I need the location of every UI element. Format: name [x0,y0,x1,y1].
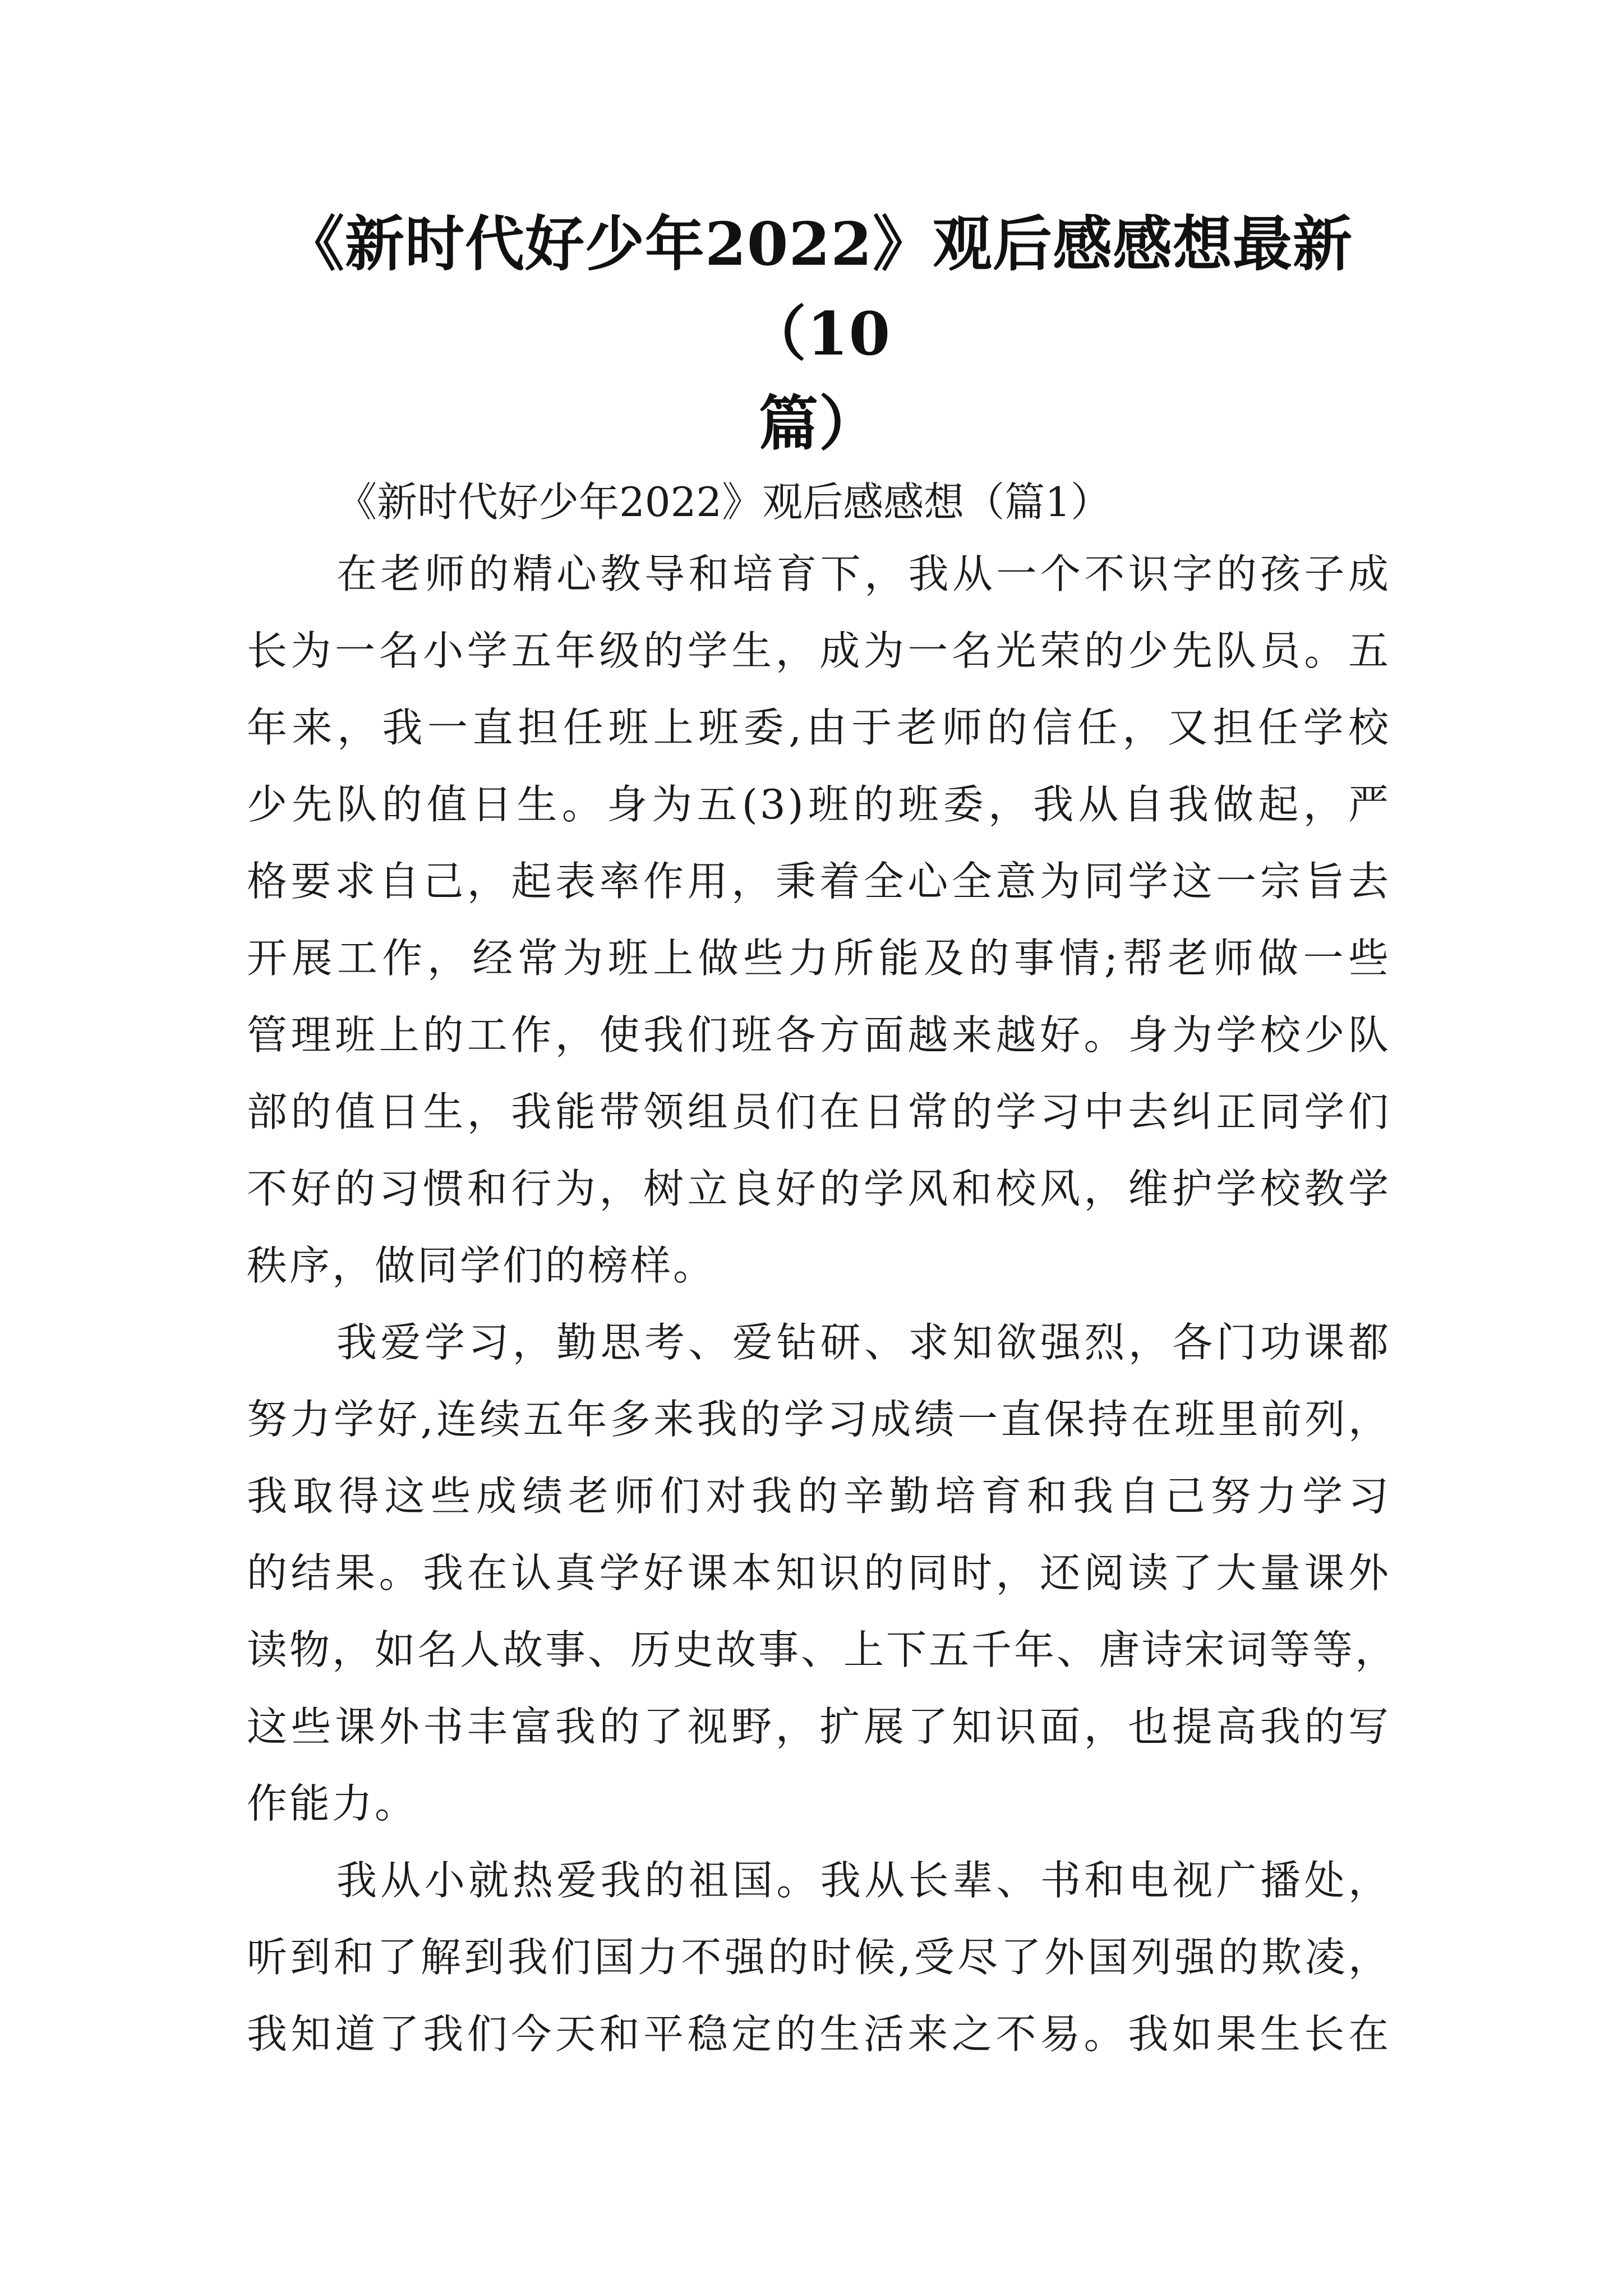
text-line: 少先队的值日生。身为五(3)班的班委，我从自我做起，严 [247,781,1391,828]
text-line: 年来，我一直担任班上班委,由于老师的信任，又担任学校 [247,704,1391,751]
document-title [247,199,1391,468]
text-line: 读物，如名人故事、历史故事、上下五千年、唐诗宋词等等， [247,1626,1398,1673]
title-line-1: 《新时代好少年2022》观后感感想最新（10 [284,209,1353,369]
text-line: 开展工作，经常为班上做些力所能及的事情;帮老师做一些 [247,935,1391,982]
text-line: 努力学好,连续五年多来我的学习成绩一直保持在班里前列， [247,1396,1391,1443]
paragraph-3 [247,1842,1391,2073]
text-line: 我取得这些成绩老师们对我的辛勤培育和我自己努力学习 [247,1473,1391,1520]
text-line: 我从小就热爱我的祖国。我从长辈、书和电视广播处， [336,1857,1391,1904]
text-line: 在老师的精心教导和培育下，我从一个不识字的孩子成 [336,550,1391,597]
text-line: 秩序，做同学们的榜样。 [247,1242,716,1289]
document-body [247,468,1398,2073]
text-line: 这些课外书丰富我的了视野，扩展了知识面，也提高我的写 [247,1703,1391,1750]
text-line: 我知道了我们今天和平稳定的生活来之不易。我如果生长在 [247,2010,1391,2058]
section-heading: 《新时代好少年2022》观后感感想（篇1） [336,478,1112,526]
text-line: 管理班上的工作，使我们班各方面越来越好。身为学校少队 [247,1011,1391,1059]
paragraph-2 [247,1304,1398,1842]
text-line: 格要求自己，起表率作用，秉着全心全意为同学这一宗旨去 [247,858,1391,905]
text-line: 我爱学习，勤思考、爱钻研、求知欲强烈，各门功课都 [336,1319,1391,1366]
text-line: 的结果。我在认真学好课本知识的同时，还阅读了大量课外 [247,1549,1391,1596]
text-line: 作能力。 [247,1780,418,1827]
paragraph-1 [247,536,1391,1304]
text-line: 不好的习惯和行为，树立良好的学风和校风，维护学校教学 [247,1165,1391,1212]
text-line: 听到和了解到我们国力不强的时候,受尽了外国列强的欺凌， [247,1934,1391,1981]
text-line: 部的值日生，我能带领组员们在日常的学习中去纠正同学们 [247,1088,1391,1135]
title-line-2: 篇） [759,388,879,458]
text-line: 长为一名小学五年级的学生，成为一名光荣的少先队员。五 [247,627,1391,674]
